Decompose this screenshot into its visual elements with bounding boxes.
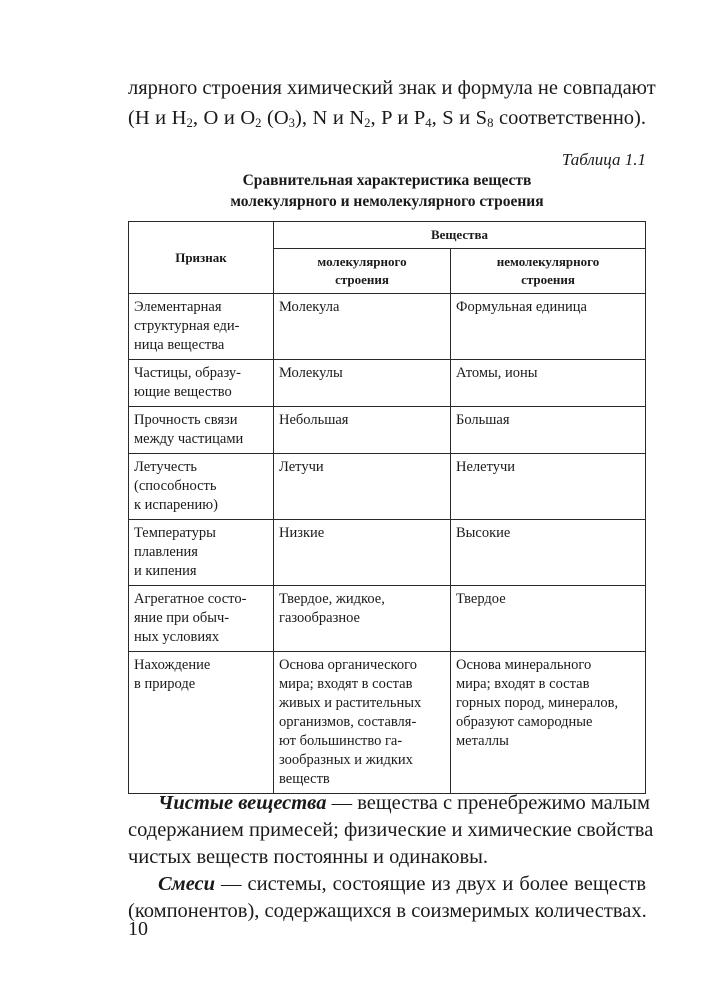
row-nonmolecular: Атомы, ионы bbox=[451, 360, 646, 407]
table-row bbox=[129, 360, 646, 407]
table-title bbox=[128, 170, 646, 212]
table-title-line-1: Сравнительная характеристика веществ bbox=[242, 172, 532, 189]
row-feature: Летучесть (способность к испарению) bbox=[129, 454, 274, 520]
row-molecular: Твердое, жидкое, газообразное bbox=[274, 586, 451, 652]
header-molecular: молекулярного строения bbox=[274, 249, 451, 294]
row-molecular: Летучи bbox=[274, 454, 451, 520]
table-label: Таблица 1.1 bbox=[561, 150, 646, 169]
table-row bbox=[129, 586, 646, 652]
intro-line-2: (H и $H_2$, O и $O_2$ $(O_3)$, N и $N_2$, P и $P_4$, S и $S_8$ соответственно). bbox=[128, 107, 646, 131]
definition-pure-substances: Чистые вещества — вещества с пренебрежимо малым bbox=[158, 792, 650, 814]
row-nonmolecular: Большая bbox=[451, 407, 646, 454]
header-feature: Признак bbox=[129, 222, 274, 294]
page-number: 10 bbox=[128, 918, 148, 940]
header-nonmolecular: немолекулярного строения bbox=[451, 249, 646, 294]
row-feature: Температуры плавления и кипения bbox=[129, 520, 274, 586]
row-feature: Прочность связи между частицами bbox=[129, 407, 274, 454]
row-feature: Нахождение в природе bbox=[129, 652, 274, 794]
row-nonmolecular: Высокие bbox=[451, 520, 646, 586]
comparison-table bbox=[128, 221, 646, 794]
table-row bbox=[129, 407, 646, 454]
row-molecular: Молекула bbox=[274, 294, 451, 360]
row-molecular: Низкие bbox=[274, 520, 451, 586]
definition-mixtures-cont: (компонентов), содержащихся в соизмеримых количествах. bbox=[128, 900, 647, 922]
row-nonmolecular: Нелетучи bbox=[451, 454, 646, 520]
table-row bbox=[129, 454, 646, 520]
row-feature: Частицы, образу- ющие вещество bbox=[129, 360, 274, 407]
row-molecular: Молекулы bbox=[274, 360, 451, 407]
row-feature: Агрегатное состо- яние при обыч- ных условиях bbox=[129, 586, 274, 652]
header-substances: Вещества bbox=[274, 222, 646, 249]
table-row bbox=[129, 520, 646, 586]
table-row bbox=[129, 652, 646, 794]
row-feature: Элементарная структурная еди- ница вещества bbox=[129, 294, 274, 360]
term-pure-substances: Чистые вещества bbox=[158, 792, 327, 814]
definition-pure-cont: содержанием примесей; физические и химические свойства чистых веществ постоянны и одинаковы. bbox=[128, 819, 654, 868]
row-molecular: Основа органического мира; входят в состав живых и растительных организмов, составля- ют большинство га- зообразных и жидких веществ bbox=[274, 652, 451, 794]
term-mixtures: Смеси bbox=[158, 873, 216, 895]
table-row bbox=[129, 294, 646, 360]
row-nonmolecular: Твердое bbox=[451, 586, 646, 652]
definition-mixtures: Смеси — системы, состоящие из двух и более веществ bbox=[158, 873, 646, 895]
intro-line-1: лярного строения химический знак и формула не совпадают bbox=[128, 77, 656, 99]
row-molecular: Небольшая bbox=[274, 407, 451, 454]
table-title-line-2: молекулярного и немолекулярного строения bbox=[230, 193, 544, 210]
row-nonmolecular: Формульная единица bbox=[451, 294, 646, 360]
definitions-section bbox=[128, 790, 654, 925]
row-nonmolecular: Основа минерального мира; входят в состав горных пород, минералов, образуют самородные металлы bbox=[451, 652, 646, 794]
intro-paragraph bbox=[128, 73, 656, 133]
